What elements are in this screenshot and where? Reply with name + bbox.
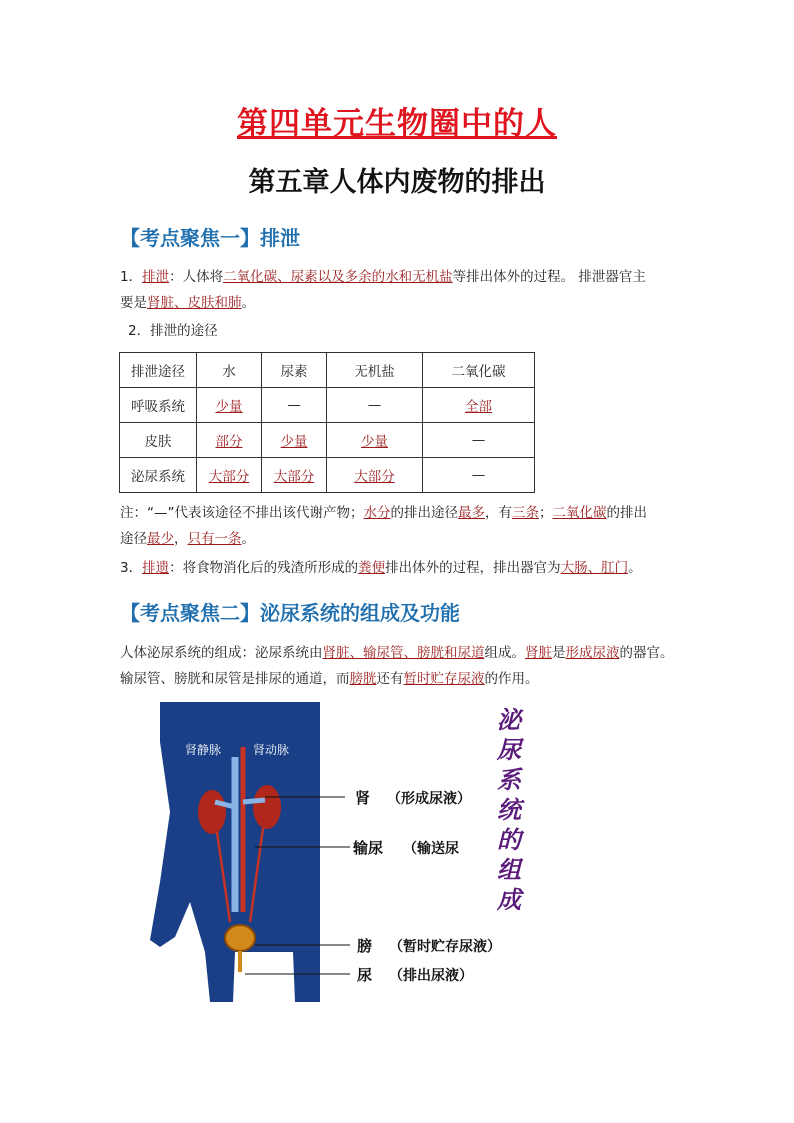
label-kidney: 肾: [355, 789, 371, 807]
p1-text: 等排出体外的过程。 排泄器官主: [452, 269, 646, 285]
label-ureter: 输尿: [353, 839, 384, 857]
label-ureter-function: （输送尿: [403, 841, 459, 857]
table-cell: 皮肤: [120, 423, 197, 458]
label-bladder-function: （暂时贮存尿液）: [389, 939, 501, 955]
p1-num: 1．: [120, 269, 143, 285]
table-header: 无机盐: [327, 353, 423, 388]
table-header-row: [120, 353, 535, 388]
right-kidney: [253, 785, 281, 829]
table-header: 水: [197, 353, 262, 388]
table-row: [120, 388, 535, 423]
table-note: 注：“—”代表该途径不排出该代谢产物；水分的排出途径最多，有三条；二氧化碳的排出 途径最少，只有一条。: [120, 505, 647, 547]
urinary-system-figure: [145, 702, 555, 1002]
side-title-char: 泌: [497, 705, 521, 734]
table-cell: —: [262, 388, 327, 423]
table-cell: 呼吸系统: [120, 388, 197, 423]
label-bladder: 膀: [357, 937, 373, 955]
label-urethra: 尿: [357, 966, 373, 984]
label-renal-vein: 肾静脉: [185, 743, 222, 757]
p1-underline: 肾脏、皮肤和肺: [147, 295, 242, 311]
table-cell: 部分: [197, 423, 262, 458]
table-cell: 大部分: [327, 458, 423, 493]
bladder: [225, 925, 255, 951]
chapter-title: 第五章人体内废物的排出: [248, 167, 546, 198]
side-title-char: 的: [497, 825, 521, 854]
p1-text: 要是: [120, 295, 147, 311]
section2-heading: 【考点聚焦二】泌尿系统的组成及功能: [120, 601, 460, 625]
table-row: [120, 458, 535, 493]
side-title-char: 系: [497, 765, 521, 794]
label-kidney-function: （形成尿液）: [387, 791, 471, 807]
side-title-char: 统: [497, 795, 521, 824]
page-title: 第四单元生物圈中的人: [237, 106, 557, 142]
table-cell: 全部: [423, 388, 535, 423]
p1-text: ：人体将: [169, 269, 224, 285]
table-header: 尿素: [262, 353, 327, 388]
excretion-table: [119, 352, 535, 493]
table-cell: 少量: [327, 423, 423, 458]
table-cell: 大部分: [197, 458, 262, 493]
paragraph-1: [120, 264, 680, 316]
table-cell: 少量: [197, 388, 262, 423]
table-cell: —: [327, 388, 423, 423]
paragraph-3: 3．排遗：将食物消化后的残渣所形成的粪便排出体外的过程，排出器官为大肠、肛门。: [120, 560, 642, 576]
table-cell: 大部分: [262, 458, 327, 493]
table-header: 二氧化碳: [423, 353, 535, 388]
p1-underline: 二氧化碳、尿素以及多余的水和无机盐: [223, 269, 453, 285]
section1-heading: 【考点聚焦一】排泄: [120, 226, 300, 250]
side-title-char: 组: [497, 855, 521, 884]
paragraph-4: 人体泌尿系统的组成：泌尿系统由肾脏、输尿管、膀胱和尿道组成。肾脏是形成尿液的器官。 输尿管、膀胱和尿管是排尿的通道，而膀胱还有暂时贮存尿液的作用。: [120, 645, 674, 687]
p1-term: 排泄: [142, 269, 170, 285]
p1-text: 。: [241, 295, 255, 311]
label-urethra-function: （排出尿液）: [389, 968, 473, 984]
table-cell: —: [423, 423, 535, 458]
label-renal-artery: 肾动脉: [253, 743, 290, 757]
paragraph-2: 2．排泄的途径: [128, 323, 218, 339]
side-title-char: 成: [497, 885, 521, 914]
side-title-char: 尿: [497, 735, 521, 764]
table-cell: —: [423, 458, 535, 493]
left-kidney: [198, 790, 226, 834]
table-cell: 泌尿系统: [120, 458, 197, 493]
table-row: [120, 423, 535, 458]
table-header: 排泄途径: [120, 353, 197, 388]
table-cell: 少量: [262, 423, 327, 458]
